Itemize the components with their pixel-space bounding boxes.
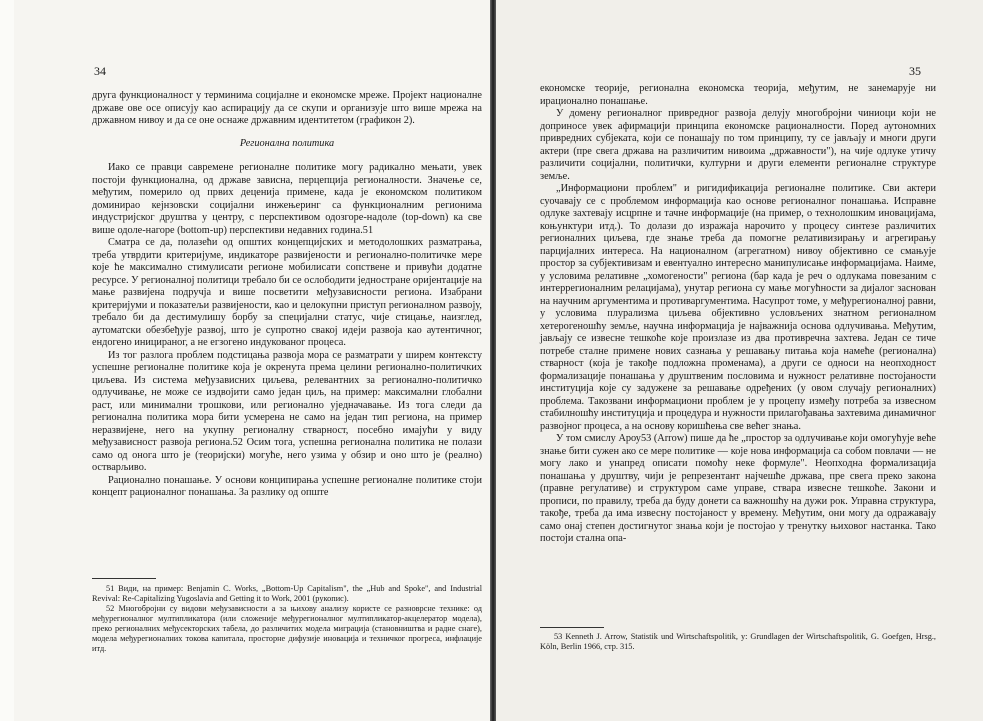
footnote-rule	[540, 627, 604, 628]
footnote: 52 Многобројни су видови међузависности а за њихову анализу користе се разноврсне технике: од међурегионалног мултипликатора (или сложеније међурегионалног мултипликатор-акцелератор модела), преко регионалних међусекторских табела, до различитих модела миграција (становништва и радне снаге), модела међурегионалних токова капитала, просторне дифузије иновација и техничког прогреса, инфлације итд.	[92, 604, 482, 653]
paragraph: Рационално понашање. У основи конципирања успешне регионалне политике стоји концепт рационалног понашања. За разлику од опште	[92, 474, 482, 498]
left-body-text	[92, 90, 482, 500]
paragraph: Иако се правци савремене регионалне политике могу радикално мењати, увек постоји функционална, од државе зависна, перцепција регионалности. Значење се, међутим, померило од првих деценија примене, када је економском политиком доминирао кејнзовски социјални инжењеринг са функционалним регионима индустријског друштва у центру, с перспективом одозгоре-надоле (top-down) ка све више одоле-нагоре (bottom-up) перспективи недавних година.51	[92, 162, 482, 236]
right-page	[496, 0, 983, 721]
paragraph: Из тог разлога проблем подстицања развоја мора се разматрати у ширем контексту успешне регионалне политике која је окренута према целини регионално-политичких циљева. Из система међузависних циљева, релевантних за регионално-политичко одлучивање, не може се издвојити само један циљ, на пример: максимални глобални раст, или минимални трошкови, или регионално уједначавање. Из тога следи да регионална политика мора бити усмерена не само на један тип региона, на пример неразвијене, него на укупну регионалну стварност, посебно имајући у виду међузависност развоја региона.52 Осим тога, успешна регионална политика не полази само од онога што је (теоријски) могуће, него узима у обзир и оно што је (реално) остварљиво.	[92, 349, 482, 473]
paragraph: У том смислу Ароу53 (Arrow) пише да ће „простор за одлучивање који омогућује веће знање бити сужен ако се мере политике — које нова информација са собом повлачи — не могу лако и унапред описати помоћу неке формуле". Неопходна формализација понашања у друштву, чији је репрезентант најчешће држава, пре свега преко закона (правне регулативе) и структуром саме управе, ствара извесне тешкоће. Закони и прописи, по правилу, треба да буду донети са важношћу на дужи рок. Управна структура, такође, треба да има извесну постојаност у времену. Међутим, они могу да одражавају само онај степен достигнутог знања који је постојао у тренутку њиховог настанка. Тако постоји стална опа-	[540, 433, 936, 544]
right-body-text	[540, 83, 936, 546]
footnotes	[92, 584, 482, 654]
footnote-rule	[92, 578, 156, 579]
paragraph: друга функционалност у терминима социјалне и економске мреже. Пројект националне државе ове осе описују као аспирацију да се скупи и организује што више мрежа на државном нивоу и да се оне оснаже државним идентитетом (графикон 2).	[92, 90, 482, 126]
left-page	[0, 0, 490, 721]
footnote: 53 Kenneth J. Arrow, Statistik und Wirtschaftspolitik, у: Grundlagen der Wirtschaftspolitik, G. Goefgen, Hrsg., Köln, Berlin 1966, стр. 315.	[540, 632, 936, 651]
paragraph: Сматра се да, полазећи од општих концепцијских и методолошких разматрања, треба утврдити критеријуме, индикаторе развијености и регионално-политичке мере које ће максимално стимулисати регионе мобилисати сопствене и привући додатне ресурсе. У регионалној политици требало би се ослободити једностране оријентације на мање развијена подручја и више посветити међузависности региона. Изабрани критеријуми и показатељи развијености, као и целокупни приступ регионалном развоју, требало би да дестимулишу борбу за специјални статус, чије стицање, наизглед, аутоматски обезбеђује развој, што је супротно свакој идеји развоја као аутентичног, ендогено иницираног, а не егзогено индукованог процеса.	[92, 237, 482, 348]
paragraph: У домену регионалног привредног развоја делују многобројни чиниоци који не доприносе увек афирмацији принципа економске рационалности. Поред аутономних привредних субјеката, који се понашају по том принципу, ту се јављају и многи други актери (пре свега држава на различитим нивоима „државности"), на чије одлуке утичу различити социјални, политички, културни и други елементи регионалне структуре земље.	[540, 108, 936, 182]
footnote: 51 Види, на пример: Benjamin C. Works, „Bottom-Up Capitalism", the „Hub and Spoke", and Industrial Revival: Re-Capitalizing Yugoslavia and Getting it to Work, 2001 (рукопис).	[92, 584, 482, 603]
page-number: 34	[94, 64, 106, 78]
footnotes	[540, 632, 936, 652]
section-heading: Регионална политика	[239, 137, 335, 149]
paragraph: економске теорије, регионална економска теорија, међутим, не занемарује ни ирационално понашање.	[540, 83, 936, 107]
page-number: 35	[909, 64, 921, 78]
paragraph: „Информациони проблем" и ригидификација регионалне политике. Сви актери суочавају се с проблемом информација као основе регионалног понашања. Исправне одлуке захтевају исцрпне и тачне информације (на пример, о технолошким иновацијама, коњунктури итд.). То долази до изражаја нарочито у процесу синтезе различитих регионалних циљева, где знање треба да помогне релативизирању и агрегирању парцијалних интереса. На националном (агрегатном) нивоу објективно се смањује простор за субјективизам и евентуално интересно манипулисање информацијама. Наиме, у условима релативне „хомогености" региона (бар када је реч о одлукама повезаним с интеррегионалним релацијама), унутар региона су мање могућности за дијалог заснован на научним аргументима и противаргументима. Насупрот томе, у међурегионалној равни, у условима плурализма циљева објективно условљених знатном регионалном хетерогеношћу земље, научна информација је најважнија основа одлучивања. Међутим, јављају се извесне тешкоће које произлазе из два противречна захтева. Један се тиче потребе сталне примене нових сазнања у решавању питања која намеће (регионална) стварност (која је такође подложна променама), а други се односи на неопходност формализације понашања у друштвеним пословима и нужност релативне постојаности институција које су задужене за решавање одређених (у овом случају регионалних) проблема. Такозвани информациони проблем је у процепу између потреба за извесном стабилношћу институција и процедура и нужности прилагођавања захтевима динамичног развојног процеса, а на основу коришћења све већег знања.	[540, 183, 936, 432]
